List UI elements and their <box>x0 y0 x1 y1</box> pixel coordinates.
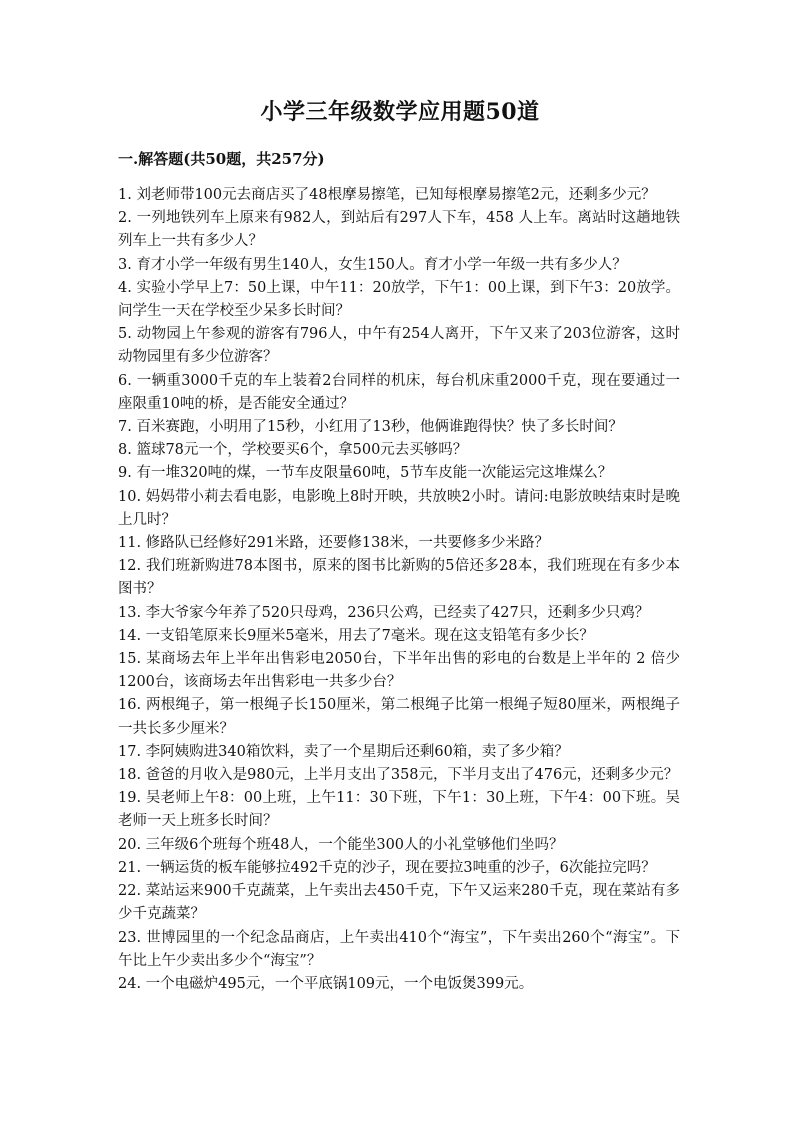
question-item: 18. 爸爸的月收入是980元，上半月支出了358元，下半月支出了476元，还剩多少元？ <box>118 767 679 784</box>
question-item: 10. 妈妈带小莉去看电影，电影晚上8时开映，共放映2小时。请问:电影放映结束时是晚上几时？ <box>118 488 680 528</box>
question-item: 24. 一个电磁炉495元，一个平底锅109元，一个电饭煲399元。 <box>118 975 534 992</box>
question-item: 9. 有一堆320吨的煤，一节车皮限量60吨，5节车皮能一次能运完这堆煤么？ <box>118 465 613 482</box>
page-title: 小学三年级数学应用题50道 <box>260 99 540 125</box>
question-item: 17. 李阿姨购进340箱饮料，卖了一个星期后还剩60箱，卖了多少箱？ <box>118 743 569 760</box>
question-item: 11. 修路队已经修好291米路，还要修138米，一共要修多少米路？ <box>118 535 550 552</box>
question-item: 14. 一支铅笔原来长9厘米5毫米，用去了7毫米。现在这支铅笔有多少长？ <box>118 627 594 644</box>
question-item: 2. 一列地铁列车上原来有982人，到站后有297人下车，458 人上车。离站时这趟地铁列车上一共有多少人？ <box>118 210 680 250</box>
question-item: 23. 世博园里的一个纪念品商店，上午卖出410个“海宝”，下午卖出260个“海宝”。下午比上午少卖出多少个“海宝”？ <box>118 929 680 969</box>
question-item: 19. 吴老师上午8：00上班，上午11：30下班，下午1：30上班，下午4：00下班。吴老师一天上班多长时间？ <box>118 790 680 830</box>
question-item: 7. 百米赛跑，小明用了15秒，小红用了13秒，他俩谁跑得快？快了多长时间？ <box>118 419 623 436</box>
question-item: 21. 一辆运货的板车能够拉492千克的沙子，现在要拉3吨重的沙子，6次能拉完吗？ <box>118 859 656 876</box>
question-item: 4. 实验小学早上7：50上课，中午11：20放学，下午1：00上课，到下午3：20放学。问学生一天在学校至少呆多长时间？ <box>118 279 680 320</box>
question-item: 1. 刘老师带100元去商店买了48根摩易擦笔，已知每根摩易擦笔2元，还剩多少元？ <box>118 187 656 203</box>
question-item: 16. 两根绳子，第一根绳子长150厘米，第二根绳子比第一根绳子短80厘米，两根绳子一共长多少厘米？ <box>118 697 680 737</box>
question-item: 20. 三年级6个班每个班48人，一个能坐300人的小礼堂够他们坐吗？ <box>118 836 564 853</box>
question-item: 12. 我们班新购进78本图书，原来的图书比新购的5倍还多28本，我们班现在有多少本图书？ <box>118 558 680 598</box>
question-list <box>118 184 680 996</box>
question-item: 3. 育才小学一年级有男生140人，女生150人。育才小学一年级一共有多少人？ <box>118 256 627 273</box>
question-item: 22. 菜站运来900千克蔬菜，上午卖出去450千克，下午又运来280千克，现在菜站有多少千克蔬菜？ <box>118 883 680 923</box>
question-item: 5. 动物园上午参观的游客有796人，中午有254人离开，下午又来了203位游客，这时动物园里有多少位游客？ <box>118 326 680 366</box>
question-item: 8. 篮球78元一个，学校要买6个，拿500元去买够吗？ <box>118 442 468 459</box>
question-item: 15. 某商场去年上半年出售彩电2050台，下半年出售的彩电的台数是上半年的 2 倍少1200台，该商场去年出售彩电一共多少台？ <box>118 651 680 691</box>
question-item: 13. 李大爷家今年养了520只母鸡，236只公鸡，已经卖了427只，还剩多少只鸡？ <box>118 604 650 621</box>
question-item: 6. 一辆重3000千克的车上装着2台同样的机床，每台机床重2000千克，现在要通过一座限重10吨的桥，是否能安全通过？ <box>118 372 680 412</box>
section-heading: 一.解答题(共50题，共257分) <box>118 150 325 168</box>
